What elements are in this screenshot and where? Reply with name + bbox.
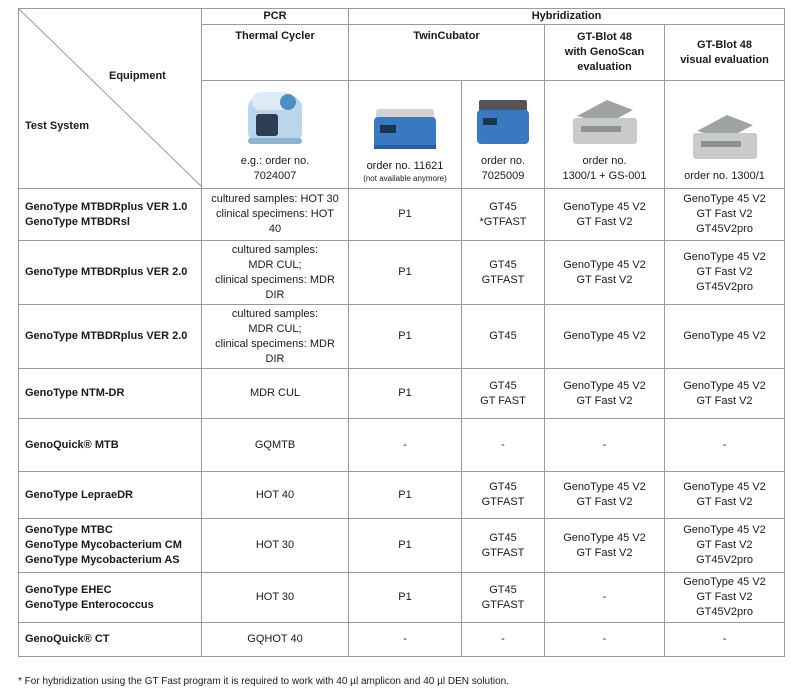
twin1-cell (349, 241, 462, 305)
pcr-line: cultured samples: HOT 30 (211, 193, 339, 205)
twincubator-2-cell (462, 81, 545, 189)
genoscan-header-line: with GenoScan (564, 46, 645, 58)
pcr-cell (202, 305, 349, 369)
visual-line: GT Fast V2 (696, 266, 753, 278)
visual-line: GT Fast V2 (696, 394, 753, 407)
pcr-cell (202, 623, 349, 657)
visual-cell (665, 573, 785, 623)
visual-line: GT45V2pro (696, 606, 753, 618)
twincubator-header: TwinCubator (349, 25, 545, 81)
twin1-cell (349, 472, 462, 519)
twin1-cell (349, 623, 462, 657)
genoscan-header-line: GT-Blot 48 (576, 31, 632, 43)
table-row (19, 369, 785, 419)
visual-cell (665, 369, 785, 419)
visual-cell (665, 623, 785, 657)
scan-cell (545, 519, 665, 573)
equipment-table (18, 8, 785, 657)
twin2-line: - (501, 438, 505, 451)
footnote: * For hybridization using the GT Fast program it is required to work with 40 µl amplicon and 40 µl DEN solution. (18, 676, 510, 687)
sys-line: GenoType MTBDRplus VER 2.0 (25, 266, 188, 278)
pcr-cell (202, 189, 349, 241)
scan-line: - (602, 591, 607, 603)
sys-line: GenoType Enterococcus (25, 598, 154, 611)
twin1-line: P1 (398, 208, 412, 220)
twin2-cell (462, 623, 545, 657)
scan-cell (545, 189, 665, 241)
twin2-cell (462, 573, 545, 623)
sys-cell (19, 189, 202, 241)
sys-line: GenoType MTBDRplus VER 1.0 (25, 200, 188, 213)
twin1-line: P1 (398, 539, 412, 551)
table-row (19, 573, 785, 623)
table-row (19, 623, 785, 657)
table-row (19, 519, 785, 573)
pcr-cell (202, 241, 349, 305)
sys-line: GenoType Mycobacterium CM (25, 539, 182, 551)
visual-header-line: GT-Blot 48 (697, 38, 753, 51)
twincubator-1-cell (349, 81, 462, 189)
pcr-line: HOT 30 (255, 591, 295, 603)
scan-cell (545, 472, 665, 519)
genoscan-cell (545, 81, 665, 189)
twin2-line: GT45 (489, 481, 517, 493)
thermal-cycler-cell (202, 81, 349, 189)
twin2-cell (462, 472, 545, 519)
sys-line: GenoType MTBC (25, 524, 113, 536)
table-row (19, 189, 785, 241)
twin1-line: P1 (398, 387, 412, 399)
scan-line: GenoType 45 V2 (563, 200, 646, 213)
gtblot-device-icon (567, 96, 643, 148)
twin1-cell (349, 369, 462, 419)
visual-header-line: visual evaluation (680, 53, 769, 66)
twin2-line: GTFAST (481, 496, 525, 508)
twin2-line: GT FAST (480, 394, 526, 407)
thermal-cycler-header: Thermal Cycler (202, 25, 349, 81)
sys-line: GenoType MTBDRplus VER 2.0 (25, 330, 188, 342)
pcr-line: DIR (265, 288, 285, 301)
twin1-line: - (403, 438, 407, 451)
genoscan-header (545, 25, 665, 81)
scan-line: - (602, 633, 607, 645)
visual-line: GT Fast V2 (696, 591, 753, 603)
twincubator-device-icon (473, 96, 533, 148)
visual-line: GT Fast V2 (696, 539, 753, 551)
pcr-line: GQMTB (254, 438, 296, 451)
hybridization-header: Hybridization (349, 9, 785, 25)
scan-line: GT Fast V2 (576, 394, 633, 407)
pcr-cell (202, 369, 349, 419)
pcr-header: PCR (202, 9, 349, 25)
scan-cell (545, 623, 665, 657)
sys-cell (19, 573, 202, 623)
twin2-cell (462, 369, 545, 419)
sys-line: GenoQuick® MTB (25, 438, 119, 451)
pcr-line: cultured samples: (231, 243, 319, 256)
sys-line: GenoQuick® CT (25, 633, 110, 645)
pcr-cell (202, 519, 349, 573)
pcr-cell (202, 573, 349, 623)
pcr-line: clinical specimens: MDR (215, 337, 335, 350)
corner-cell (19, 9, 202, 189)
twin2-cell (462, 519, 545, 573)
twin1-line: - (403, 633, 407, 645)
twin1-line: P1 (398, 488, 412, 501)
twin1-cell (349, 519, 462, 573)
thermal-cycler-device-icon (240, 90, 310, 148)
visual-line: GT Fast V2 (696, 496, 753, 508)
visual-cell (665, 189, 785, 241)
genoscan-order-label: order no. (582, 155, 627, 167)
test-system-label: Test System (25, 120, 89, 132)
twin2-cell (462, 241, 545, 305)
scan-cell (545, 241, 665, 305)
pcr-line: MDR CUL; (248, 258, 302, 271)
visual-line: GenoType 45 V2 (683, 524, 766, 536)
twin2-order-number: 7025009 (481, 170, 525, 182)
pcr-line: GQHOT 40 (247, 633, 303, 645)
visual-line: GT Fast V2 (696, 208, 753, 220)
visual-line: - (722, 438, 727, 451)
twincubator-device-icon (370, 101, 440, 153)
scan-line: GenoType 45 V2 (563, 379, 646, 392)
sys-cell (19, 519, 202, 573)
scan-line: GenoType 45 V2 (563, 258, 646, 271)
thermal-order-number: 7024007 (253, 170, 297, 182)
visual-line: GenoType 45 V2 (683, 193, 766, 205)
twin2-order-label: order no. (480, 155, 526, 167)
visual-line: GenoType 45 V2 (683, 330, 766, 342)
scan-line: GT Fast V2 (576, 496, 633, 508)
sys-cell (19, 623, 202, 657)
pcr-line: HOT 40 (255, 488, 295, 501)
genoscan-order-number: 1300/1 + GS-001 (562, 170, 647, 182)
visual-line: GT45V2pro (696, 281, 753, 293)
twin2-line: GT45 (489, 531, 517, 544)
pcr-line: clinical specimens: HOT (216, 208, 334, 220)
visual-cell (665, 419, 785, 472)
sys-cell (19, 419, 202, 472)
twin2-line: GTFAST (481, 546, 525, 559)
visual-header (665, 25, 785, 81)
table-row (19, 241, 785, 305)
test-system-rows (19, 189, 785, 657)
diagonal-line (19, 9, 202, 187)
scan-line: GenoType 45 V2 (563, 481, 646, 493)
sys-line: GenoType Mycobacterium AS (25, 554, 180, 566)
visual-line: GenoType 45 V2 (683, 251, 766, 263)
sys-cell (19, 472, 202, 519)
visual-cell (665, 519, 785, 573)
scan-line: GT Fast V2 (576, 273, 633, 286)
genoscan-header-line: evaluation (577, 61, 632, 73)
sys-cell (19, 305, 202, 369)
visual-line: GenoType 45 V2 (683, 379, 766, 392)
twin2-cell (462, 419, 545, 472)
scan-line: GenoType 45 V2 (563, 330, 646, 342)
pcr-cell (202, 419, 349, 472)
twin2-line: - (501, 633, 505, 645)
sys-cell (19, 369, 202, 419)
twin1-order-note: (not available anymore) (363, 174, 447, 183)
visual-line: GenoType 45 V2 (683, 576, 766, 588)
visual-line: - (722, 633, 727, 645)
twin2-line: GTFAST (481, 598, 525, 611)
visual-cell (665, 305, 785, 369)
sys-line: GenoType MTBDRsl (25, 215, 130, 228)
twin2-cell (462, 189, 545, 241)
pcr-line: DIR (265, 352, 285, 365)
pcr-line: cultured samples: (231, 307, 319, 320)
equipment-label: Equipment (109, 70, 166, 82)
scan-line: GenoType 45 V2 (563, 531, 646, 544)
twin1-cell (349, 573, 462, 623)
visual-line: GT45V2pro (696, 554, 753, 566)
scan-cell (545, 305, 665, 369)
twin2-line: GT45 (489, 258, 517, 271)
pcr-line: MDR CUL (249, 387, 301, 399)
visual-line: GT45V2pro (696, 223, 753, 235)
twin1-cell (349, 419, 462, 472)
pcr-line: MDR CUL; (248, 322, 302, 335)
twin2-line: GT45 (489, 200, 517, 213)
sys-cell (19, 241, 202, 305)
table-row (19, 472, 785, 519)
twin2-cell (462, 305, 545, 369)
visual-cell (665, 81, 785, 189)
twin1-line: P1 (398, 330, 412, 342)
twin1-line: P1 (398, 591, 412, 603)
visual-cell (665, 472, 785, 519)
sys-line: GenoType NTM-DR (25, 387, 125, 399)
twin2-line: GTFAST (481, 273, 525, 286)
visual-order-number: order no. 1300/1 (684, 170, 765, 182)
scan-line: GT Fast V2 (576, 546, 633, 559)
twin1-order-number: order no. 11621 (366, 160, 444, 172)
pcr-line: HOT 30 (255, 539, 295, 551)
twin2-line: GT45 (489, 379, 517, 392)
visual-cell (665, 241, 785, 305)
scan-cell (545, 573, 665, 623)
twin1-cell (349, 189, 462, 241)
visual-line: GenoType 45 V2 (683, 481, 766, 493)
twin2-line: *GTFAST (479, 215, 527, 228)
scan-cell (545, 419, 665, 472)
scan-line: GT Fast V2 (576, 215, 633, 228)
twin2-line: GT45 (489, 330, 517, 342)
pcr-cell (202, 472, 349, 519)
gtblot-device-icon (687, 111, 763, 163)
scan-line: - (602, 438, 607, 451)
pcr-line: clinical specimens: MDR (215, 273, 335, 286)
thermal-order-label: e.g.: order no. (240, 155, 310, 167)
sys-line: GenoType EHEC (25, 583, 112, 596)
table-row (19, 419, 785, 472)
sys-line: GenoType LepraeDR (25, 488, 133, 501)
twin1-cell (349, 305, 462, 369)
scan-cell (545, 369, 665, 419)
twin2-line: GT45 (489, 583, 517, 596)
pcr-line: 40 (268, 223, 282, 235)
table-row (19, 305, 785, 369)
twin1-line: P1 (398, 266, 412, 278)
